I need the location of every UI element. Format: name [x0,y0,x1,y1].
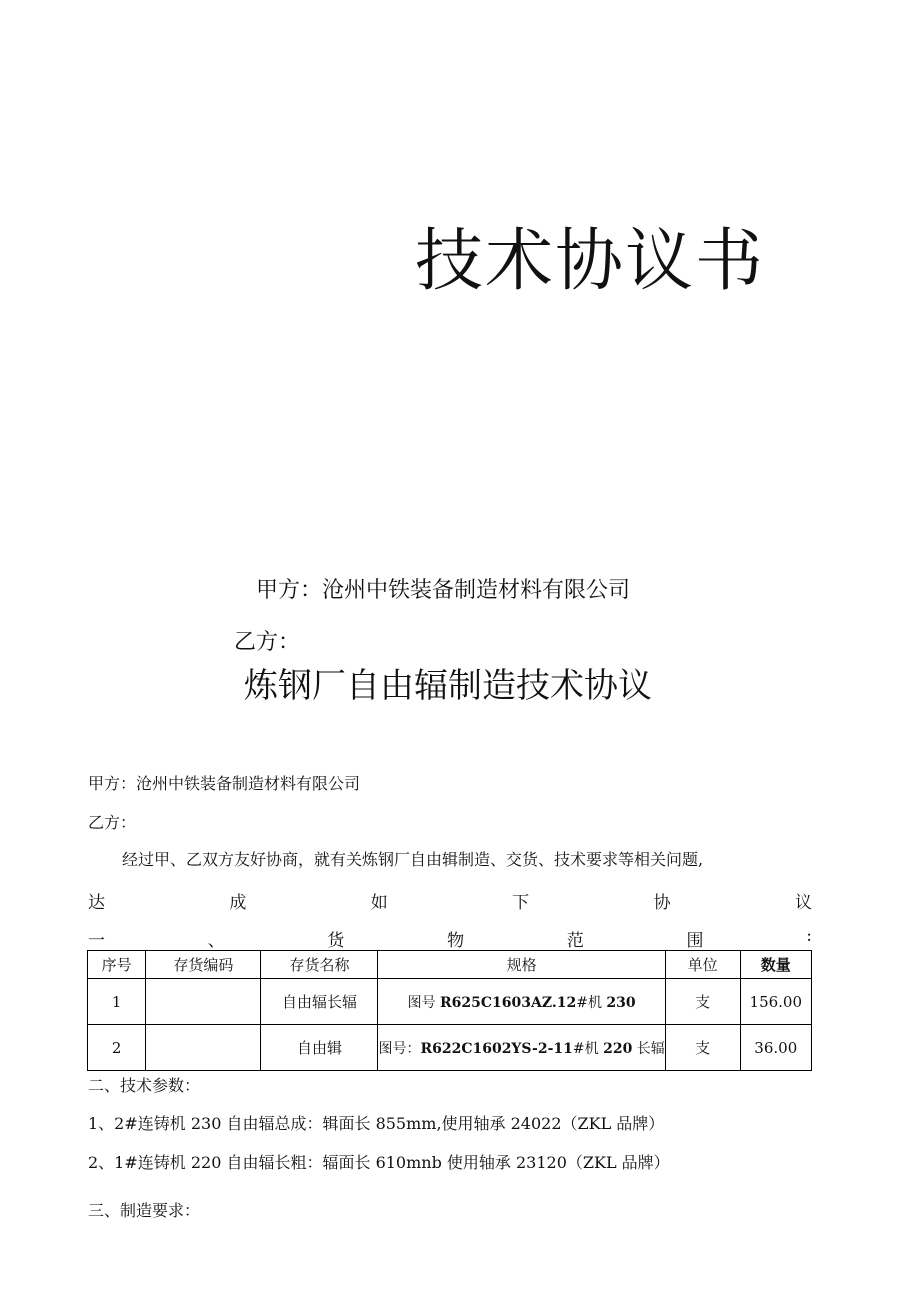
cell-code [146,1025,261,1071]
table-row [88,1025,812,1071]
cell-spec [378,979,665,1025]
body-party-b: 乙方： [88,813,137,832]
cell-unit: 支 [665,1025,740,1071]
cell-qty: 36.00 [740,1025,811,1071]
body-party-a: 甲方：沧州中铁装备制造材料有限公司 [88,774,361,793]
header-unit: 单位 [665,951,740,979]
section3-heading: 三、制造要求： [88,1201,201,1220]
spec-prefix: 图号： [378,1040,421,1057]
section1-char: 货 [327,931,345,951]
cell-unit: 支 [665,979,740,1025]
spec-machine: 230 [606,994,636,1011]
cell-no: 1 [88,979,146,1025]
reach-char: 协 [653,893,671,913]
section1-char: 范 [566,931,584,951]
spec-prefix: 图号 [407,994,441,1011]
reach-char: 议 [794,893,812,913]
header-spec: 规格 [378,951,665,979]
reach-char: 成 [229,893,247,913]
document-title: 技术协议书 [415,222,766,301]
cell-name: 自由辐长辐 [261,979,378,1025]
header-code: 存货编码 [146,951,261,979]
spec-mid: #机 [576,994,607,1011]
reach-char: 如 [370,893,388,913]
table-row [88,979,812,1025]
section2-item-1: 1、2#连铸机 230 自由辐总成：辑面长 855mm,使用轴承 24022（ZKL 品牌） [88,1114,665,1133]
cover-party-b: 乙方： [234,630,301,655]
spec-drawing-no: R625C1603AZ.12 [440,994,577,1011]
section2-heading: 二、技术参数： [88,1076,201,1095]
cover-party-a: 甲方：沧州中铁装备制造材料有限公司 [256,578,631,603]
cell-qty: 156.00 [740,979,811,1025]
table-header-row [88,951,812,979]
reach-agreement-line [88,888,812,913]
cell-name: 自由辑 [261,1025,378,1071]
goods-table [87,950,812,1071]
section1-heading [88,926,812,951]
reach-char: 达 [88,893,105,913]
cell-no: 2 [88,1025,146,1071]
cell-code [146,979,261,1025]
section1-char: : [806,926,812,946]
section1-char: 物 [447,931,465,951]
section1-char: 、 [207,931,225,951]
section1-char: 一 [88,931,105,951]
header-no: 序号 [88,951,146,979]
section1-char: 围 [686,931,704,951]
intro-paragraph: 经过甲、乙双方友好协商，就有关炼钢厂自由辑制造、交货、技术要求等相关问题, [122,850,704,869]
spec-drawing-no: R622C1602YS-2-11 [420,1040,573,1057]
header-qty: 数量 [740,951,811,979]
header-name: 存货名称 [261,951,378,979]
spec-mid: #机 [572,1040,604,1057]
cell-spec [378,1025,665,1071]
section2-item-2: 2、1#连铸机 220 自由辐长粗：辐面长 610mnb 使用轴承 23120（ZKL 品牌） [88,1153,670,1172]
spec-suffix: 长辐 [632,1040,665,1057]
reach-char: 下 [512,893,530,913]
spec-machine: 220 [603,1040,633,1057]
agreement-subtitle: 炼钢厂自由辐制造技术协议 [244,666,652,706]
